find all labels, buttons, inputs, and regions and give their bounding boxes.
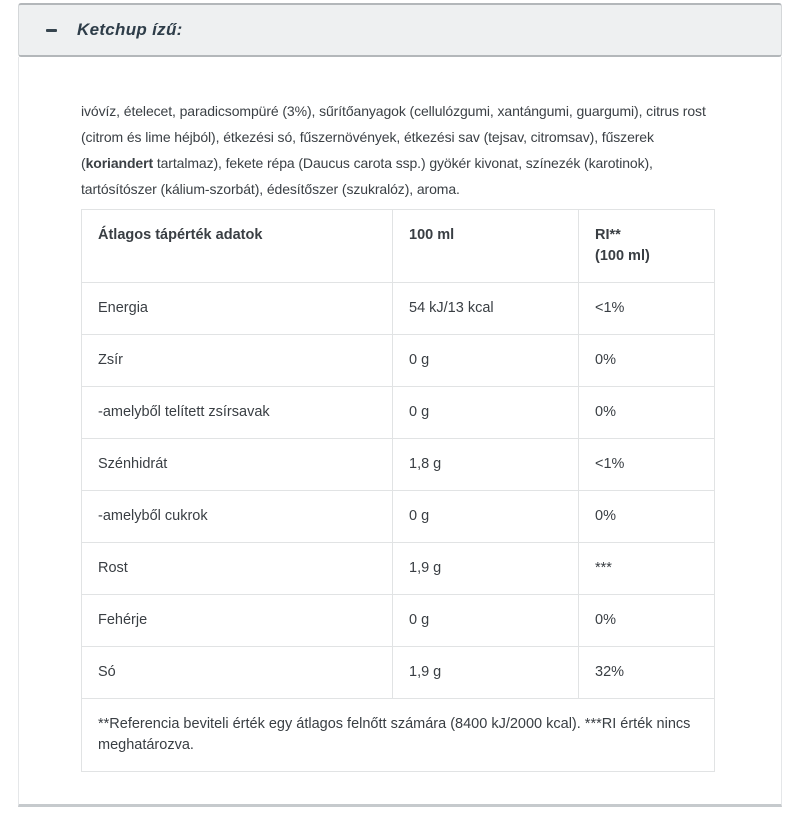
nutrient-ri: 0% — [579, 595, 715, 647]
nutrient-value: 0 g — [393, 387, 579, 439]
nutrient-ri: 0% — [579, 387, 715, 439]
ingredients-paragraph — [81, 98, 781, 202]
nutrient-value: 54 kJ/13 kcal — [393, 283, 579, 335]
ingredients-line-1: ivóvíz, ételecet, paradicsompüré (3%), sűrítőanyagok (cellulózgumi, xantángumi, guargumi), citrus rost — [81, 103, 706, 119]
nutrition-table — [81, 209, 715, 772]
table-row-cukrok — [82, 491, 715, 543]
nutrient-value: 0 g — [393, 335, 579, 387]
table-row-energia — [82, 283, 715, 335]
nutrient-value: 1,9 g — [393, 543, 579, 595]
nutrient-name: Só — [82, 647, 393, 699]
nutrient-name: Rost — [82, 543, 393, 595]
minus-icon[interactable] — [46, 29, 57, 32]
table-row-szenhidrat — [82, 439, 715, 491]
accordion-header-ketchup[interactable] — [18, 3, 782, 57]
ingredients-line-3-prefix: ( — [81, 155, 86, 171]
nutrient-name: Szénhidrát — [82, 439, 393, 491]
nutrient-value: 1,8 g — [393, 439, 579, 491]
table-row-so — [82, 647, 715, 699]
ingredients-line-3-suffix: tartalmaz), fekete répa (Daucus carota ssp.) gyökér kivonat, színezék (karotinok), — [153, 155, 653, 171]
table-row-feherje — [82, 595, 715, 647]
nutrient-name: -amelyből telített zsírsavak — [82, 387, 393, 439]
nutrient-ri: *** — [579, 543, 715, 595]
table-row-rost — [82, 543, 715, 595]
nutrient-ri: <1% — [579, 283, 715, 335]
ingredients-line-2: (citrom és lime héjból), étkezési só, fűszernövények, étkezési sav (tejsav, citromsav), fűszerek — [81, 129, 654, 145]
ingredients-line-3 — [81, 150, 781, 176]
table-footnote — [82, 699, 715, 772]
nutrient-value: 0 g — [393, 595, 579, 647]
nutrient-ri: 0% — [579, 335, 715, 387]
accordion-title: Ketchup ízű: — [77, 20, 183, 39]
col-header-nutrient: Átlagos tápérték adatok — [82, 210, 393, 283]
nutrient-ri: <1% — [579, 439, 715, 491]
col-header-ri — [579, 210, 715, 283]
nutrition-table-header-row — [82, 210, 715, 283]
nutrient-name: -amelyből cukrok — [82, 491, 393, 543]
table-row-zsir — [82, 335, 715, 387]
col-header-ri-line2: (100 ml) — [595, 248, 650, 264]
footnote-line-2: meghatározva. — [98, 737, 194, 753]
nutrient-ri: 0% — [579, 491, 715, 543]
table-row-telitett-zsirsavak — [82, 387, 715, 439]
table-footnote-row — [82, 699, 715, 772]
nutrient-name: Energia — [82, 283, 393, 335]
allergen-highlight: koriandert — [85, 155, 154, 171]
nutrient-value: 0 g — [393, 491, 579, 543]
nutrient-name: Zsír — [82, 335, 393, 387]
flavor-details-panel — [18, 57, 782, 807]
col-header-per-100ml: 100 ml — [393, 210, 579, 283]
footnote-line-1: **Referencia beviteli érték egy átlagos felnőtt számára (8400 kJ/2000 kcal). ***RI érték nincs — [98, 716, 691, 732]
nutrient-ri: 32% — [579, 647, 715, 699]
col-header-ri-line1: RI** — [595, 227, 621, 243]
ingredients-line-4: tartósítószer (kálium-szorbát), édesítőszer (szukralóz), aroma. — [81, 181, 460, 197]
nutrient-value: 1,9 g — [393, 647, 579, 699]
nutrient-name: Fehérje — [82, 595, 393, 647]
